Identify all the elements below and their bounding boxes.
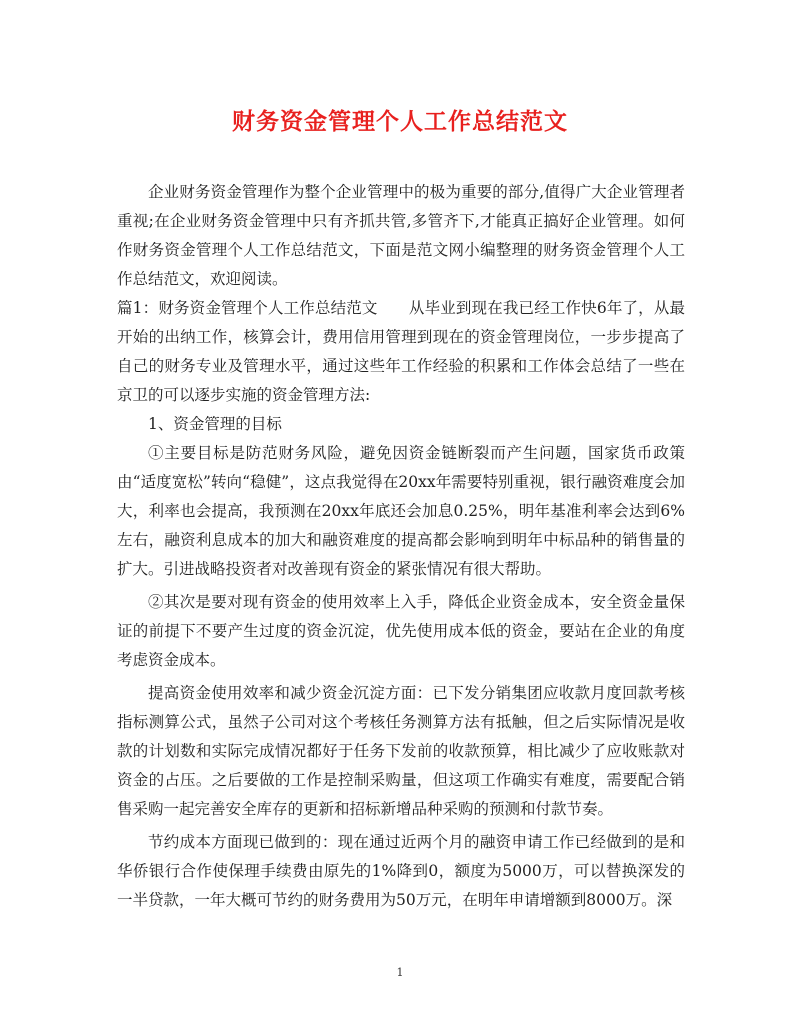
intro-paragraph: 企业财务资金管理作为整个企业管理中的极为重要的部分,值得广大企业管理者重视;在企业财务资金管理中只有齐抓共管,多管齐下,才能真正搞好企业管理。如何作财务资金管理个人工作总结范文，下面是范文网小编整理的财务资金管理个人工作总结范文，欢迎阅读。 [117, 183, 685, 288]
document-title: 财务资金管理个人工作总结范文 [232, 108, 568, 135]
body-paragraph: 节约成本方面现已做到的：现在通过近两个月的融资申请工作已经做到的是和华侨银行合作使保理手续费由原先的1%降到0，额度为5000万，可以替换深发的一半贷款，一年大概可节约的财务费用为50万元，在明年申请增额到8000万。深 [117, 833, 685, 909]
page-number: 1 [396, 966, 404, 979]
body-paragraph: ①主要目标是防范财务风险，避免因资金链断裂而产生问题，国家货币政策由“适度宽松”转向“稳健”，这点我觉得在20xx年需要特别重视，银行融资难度会加大，利率也会提高，我预测在20xx年底还会加息0.25%，明年基准利率会达到6%左右，融资利息成本的加大和融资难度的提高都会影响到明年中标品种的销售量的扩大。引进战略投资者对改善现有资金的紧张情况有很大帮助。 [117, 444, 685, 578]
article-paragraph: 篇1：财务资金管理个人工作总结范文 从毕业到现在我已经工作快6年了，从最开始的出纳工作，核算会计，费用信用管理到现在的资金管理岗位，一步步提高了自己的财务专业及管理水平，通过这些年工作经验的积累和工作体会总结了一些在京卫的可以逐步实施的资金管理方法: [117, 299, 685, 404]
section-heading: 1、资金管理的目标 [148, 415, 282, 433]
body-paragraph: 提高资金使用效率和减少资金沉淀方面：已下发分销集团应收款月度回款考核指标测算公式，虽然子公司对这个考核任务测算方法有抵触，但之后实际情况是收款的计划数和实际完成情况都好于任务下发前的收款预算，相比减少了应收账款对资金的占压。之后要做的工作是控制采购量，但这项工作确实有难度，需要配合销售采购一起完善安全库存的更新和招标新增品种采购的预测和付款节奏。 [117, 684, 685, 818]
body-paragraph: ②其次是要对现有资金的使用效率上入手，降低企业资金成本，安全资金量保证的前提下不要产生过度的资金沉淀，优先使用成本低的资金，要站在企业的角度考虑资金成本。 [117, 593, 685, 669]
document-body [117, 178, 685, 915]
